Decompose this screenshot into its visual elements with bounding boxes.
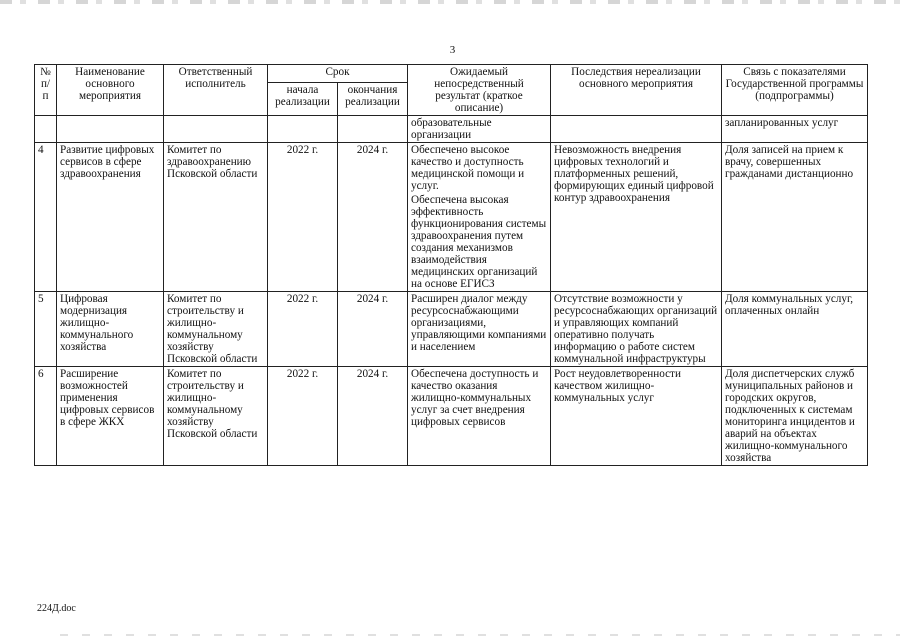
header-result: Ожидаемый непосредственный результат (краткое описание) [408, 65, 551, 116]
scan-artifact-bottom [60, 634, 900, 636]
result-paragraph: Расширен диалог между ресурсоснабжающими организациями, управляющими компаниями и населением [411, 293, 547, 353]
cell-num: 6 [35, 367, 57, 466]
scan-artifact-top [0, 0, 905, 4]
measure-row [35, 292, 868, 367]
cell-end: 2024 г. [338, 143, 408, 292]
cell-consequences [551, 116, 722, 143]
cell-start [268, 116, 338, 143]
cell-result: образовательные организации [408, 116, 551, 143]
cell-num: 5 [35, 292, 57, 367]
cell-consequences: Рост неудовлетворенности качеством жилищно-коммунальных услуг [551, 367, 722, 466]
cell-executor: Комитет по здравоохранению Псковской области [164, 143, 268, 292]
cell-num [35, 116, 57, 143]
header-start: начала реализации [268, 83, 338, 116]
cell-start: 2022 г. [268, 367, 338, 466]
cell-executor [164, 116, 268, 143]
cell-end: 2024 г. [338, 367, 408, 466]
header-executor: Ответственный исполнитель [164, 65, 268, 116]
cell-result [408, 143, 551, 292]
cell-executor: Комитет по строительству и жилищно-коммунальному хозяйству Псковской области [164, 367, 268, 466]
cell-name: Расширение возможностей применения цифровых сервисов в сфере ЖКХ [57, 367, 164, 466]
footer-filename: 224Д.doc [37, 603, 76, 614]
cell-name: Развитие цифровых сервисов в сфере здравоохранения [57, 143, 164, 292]
header-consequences: Последствия нереализации основного мероприятия [551, 65, 722, 116]
cell-start: 2022 г. [268, 143, 338, 292]
cell-num: 4 [35, 143, 57, 292]
header-end: окончания реализации [338, 83, 408, 116]
cell-consequences: Отсутствие возможности у ресурсоснабжающих организаций и управляющих компаний оперативно получать информацию о работе систем коммунальной инфраструктуры [551, 292, 722, 367]
cell-link: Доля диспетчерских служб муниципальных районов и городских округов, подключенных к системам мониторинга инцидентов и аварий на объектах жилищно-коммунального хозяйства [722, 367, 868, 466]
cell-consequences: Невозможность внедрения цифровых технологий и платформенных решений, формирующих единый цифровой контур здравоохранения [551, 143, 722, 292]
result-paragraph: Обеспечена высокая эффективность функционирования системы здравоохранения путем создания механизмов взаимодействия медицинских организаций на основе ЕГИСЗ [411, 194, 547, 290]
continuation-row [35, 116, 868, 143]
header-num: № п/п [35, 65, 57, 116]
result-paragraph: Обеспечена доступность и качество оказания жилищно-коммунальных услуг за счет внедрения цифровых сервисов [411, 368, 539, 428]
cell-name [57, 116, 164, 143]
header-name: Наименование основного мероприятия [57, 65, 164, 116]
cell-link: Доля коммунальных услуг, оплаченных онлайн [722, 292, 868, 367]
page-number: 3 [449, 44, 456, 56]
cell-result [408, 367, 551, 466]
header-row [35, 65, 868, 83]
measure-row [35, 367, 868, 466]
header-link: Связь с показателями Государственной программы (подпрограммы) [722, 65, 868, 116]
cell-link: Доля записей на прием к врачу, совершенных гражданами дистанционно [722, 143, 868, 292]
cell-name: Цифровая модернизация жилищно-коммунального хозяйства [57, 292, 164, 367]
cell-start: 2022 г. [268, 292, 338, 367]
result-paragraph: Обеспечено высокое качество и доступность медицинской помощи и услуг. [411, 144, 525, 192]
measures-table [34, 64, 868, 466]
header-term: Срок [268, 65, 408, 83]
cell-result [408, 292, 551, 367]
cell-end [338, 116, 408, 143]
cell-executor: Комитет по строительству и жилищно-коммунальному хозяйству Псковской области [164, 292, 268, 367]
cell-link: запланированных услуг [722, 116, 868, 143]
measure-row [35, 143, 868, 292]
cell-end: 2024 г. [338, 292, 408, 367]
